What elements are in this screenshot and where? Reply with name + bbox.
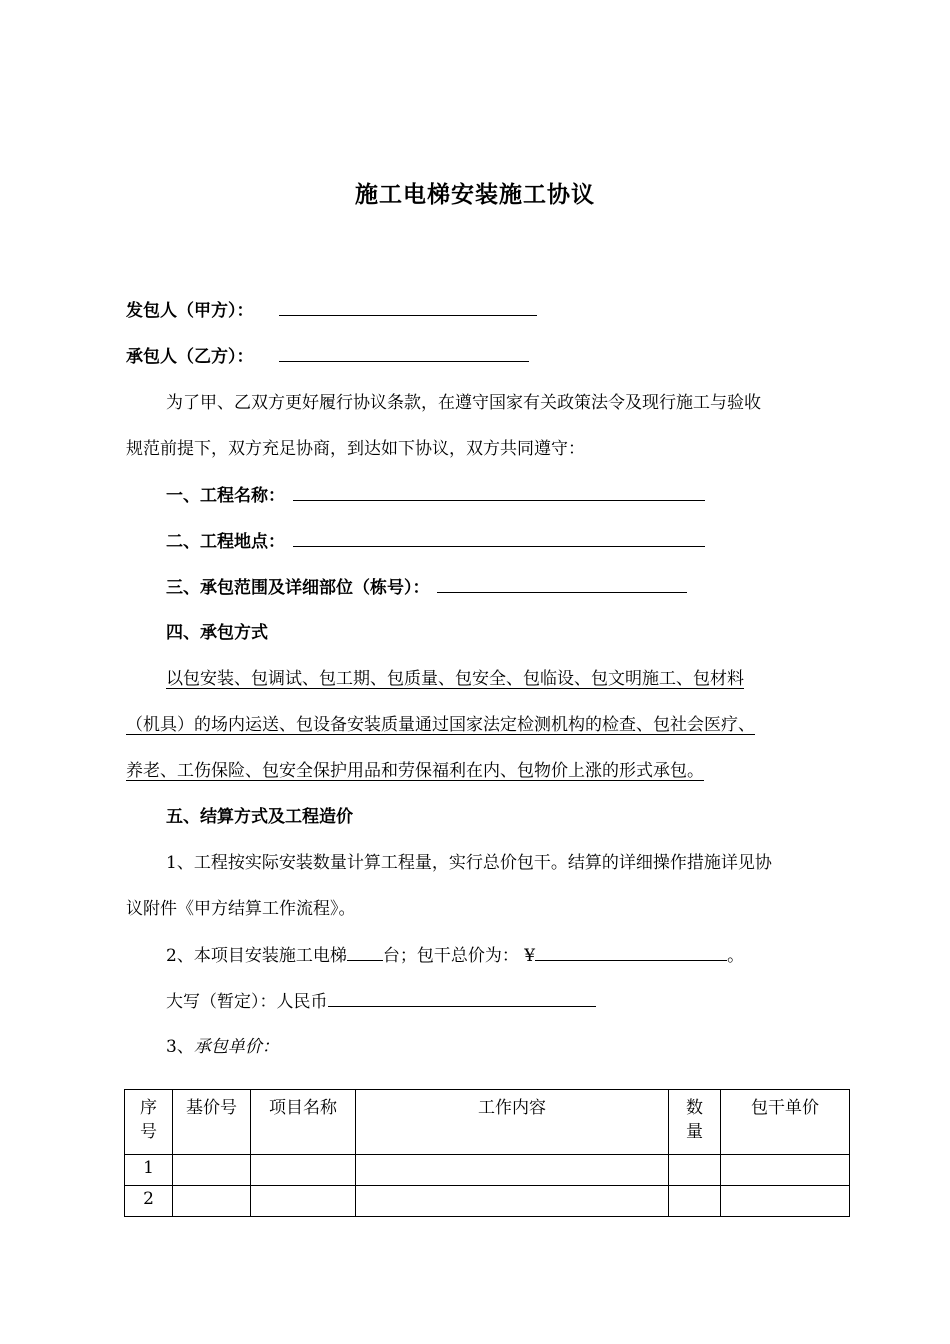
header-unit-price: 包干单价 [721,1090,850,1155]
party-a-label: 发包人（甲方）： [126,301,254,321]
contract-method-line-1: 以包安装、包调试、包工期、包质量、包安全、包临设、包文明施工、包材料 [166,669,744,689]
work-content-cell[interactable] [356,1186,669,1217]
party-a-blank[interactable] [279,299,537,316]
intro-line-2: 规范前提下，双方充足协商，到达如下协议，双方共同遵守： [126,439,585,459]
settlement-heading: 五、结算方式及工程造价 [166,807,353,827]
header-quantity [669,1090,721,1155]
capital-amount-label: 大写（暂定）：人民币 [166,992,328,1012]
capital-amount-row [166,990,596,1013]
header-seq [125,1090,173,1155]
scope-label: 三、承包范围及详细部位（栋号）： [166,578,430,598]
project-location-label: 二、工程地点： [166,532,285,552]
header-base-price-no: 基价号 [173,1090,251,1155]
work-content-cell[interactable] [356,1155,669,1186]
header-work-content: 工作内容 [356,1090,669,1155]
row-seq-cell: 1 [125,1155,173,1186]
contract-method-line-2: （机具）的场内运送、包设备安装质量通过国家法定检测机构的检查、包社会医疗、 [126,715,755,735]
unit-price-table [124,1089,850,1217]
contract-method-line-3: 养老、工伤保险、包安全保护用品和劳保福利在内、包物价上涨的形式承包。 [126,761,704,781]
quantity-cell[interactable] [669,1155,721,1186]
intro-line-1: 为了甲、乙双方更好履行协议条款，在遵守国家有关政策法令及现行施工与验收 [166,393,761,413]
table-row [125,1186,850,1217]
clause-2-mid: 台；包干总价为： ¥ [382,946,536,966]
table-row [125,1155,850,1186]
unit-price-cell[interactable] [721,1186,850,1217]
base-price-no-cell[interactable] [173,1186,251,1217]
table-header-row [125,1090,850,1155]
clause-2-row [166,944,744,967]
unit-price-cell[interactable] [721,1155,850,1186]
base-price-no-cell[interactable] [173,1155,251,1186]
scope-blank[interactable] [437,576,687,593]
document-title: 施工电梯安装施工协议 [355,181,595,208]
quantity-cell[interactable] [669,1186,721,1217]
total-price-blank[interactable] [535,944,727,961]
project-location-row [166,530,705,553]
scope-row [166,576,687,599]
header-seq-line-2: 号 [140,1122,157,1142]
clause-2-prefix: 2、本项目安装施工电梯 [166,946,347,966]
header-seq-line-1: 序 [140,1098,157,1118]
clause-3-prefix: 3、 [166,1037,194,1057]
header-quantity-line-1: 数 [686,1098,703,1118]
party-a-row [126,299,537,322]
clause-1-line-2: 议附件《甲方结算工作流程》。 [126,899,356,919]
project-name-row [166,484,705,507]
contract-method-heading: 四、承包方式 [166,623,268,643]
party-b-blank[interactable] [279,345,529,362]
header-quantity-line-2: 量 [686,1122,703,1142]
header-item-name: 项目名称 [251,1090,356,1155]
clause-3-row [166,1036,279,1058]
party-b-label: 承包人（乙方）： [126,347,254,367]
party-b-row [126,345,529,368]
row-seq-cell: 2 [125,1186,173,1217]
project-name-blank[interactable] [293,484,705,501]
item-name-cell[interactable] [251,1186,356,1217]
elevator-count-blank[interactable] [347,944,383,961]
capital-amount-blank[interactable] [328,990,596,1007]
item-name-cell[interactable] [251,1155,356,1186]
clause-2-suffix: 。 [727,946,745,966]
clause-1-line-1: 1、工程按实际安装数量计算工程量，实行总价包干。结算的详细操作措施详见协 [166,853,772,873]
project-location-blank[interactable] [293,530,705,547]
clause-3-label: 承包单价： [193,1037,279,1057]
project-name-label: 一、工程名称： [166,486,285,506]
